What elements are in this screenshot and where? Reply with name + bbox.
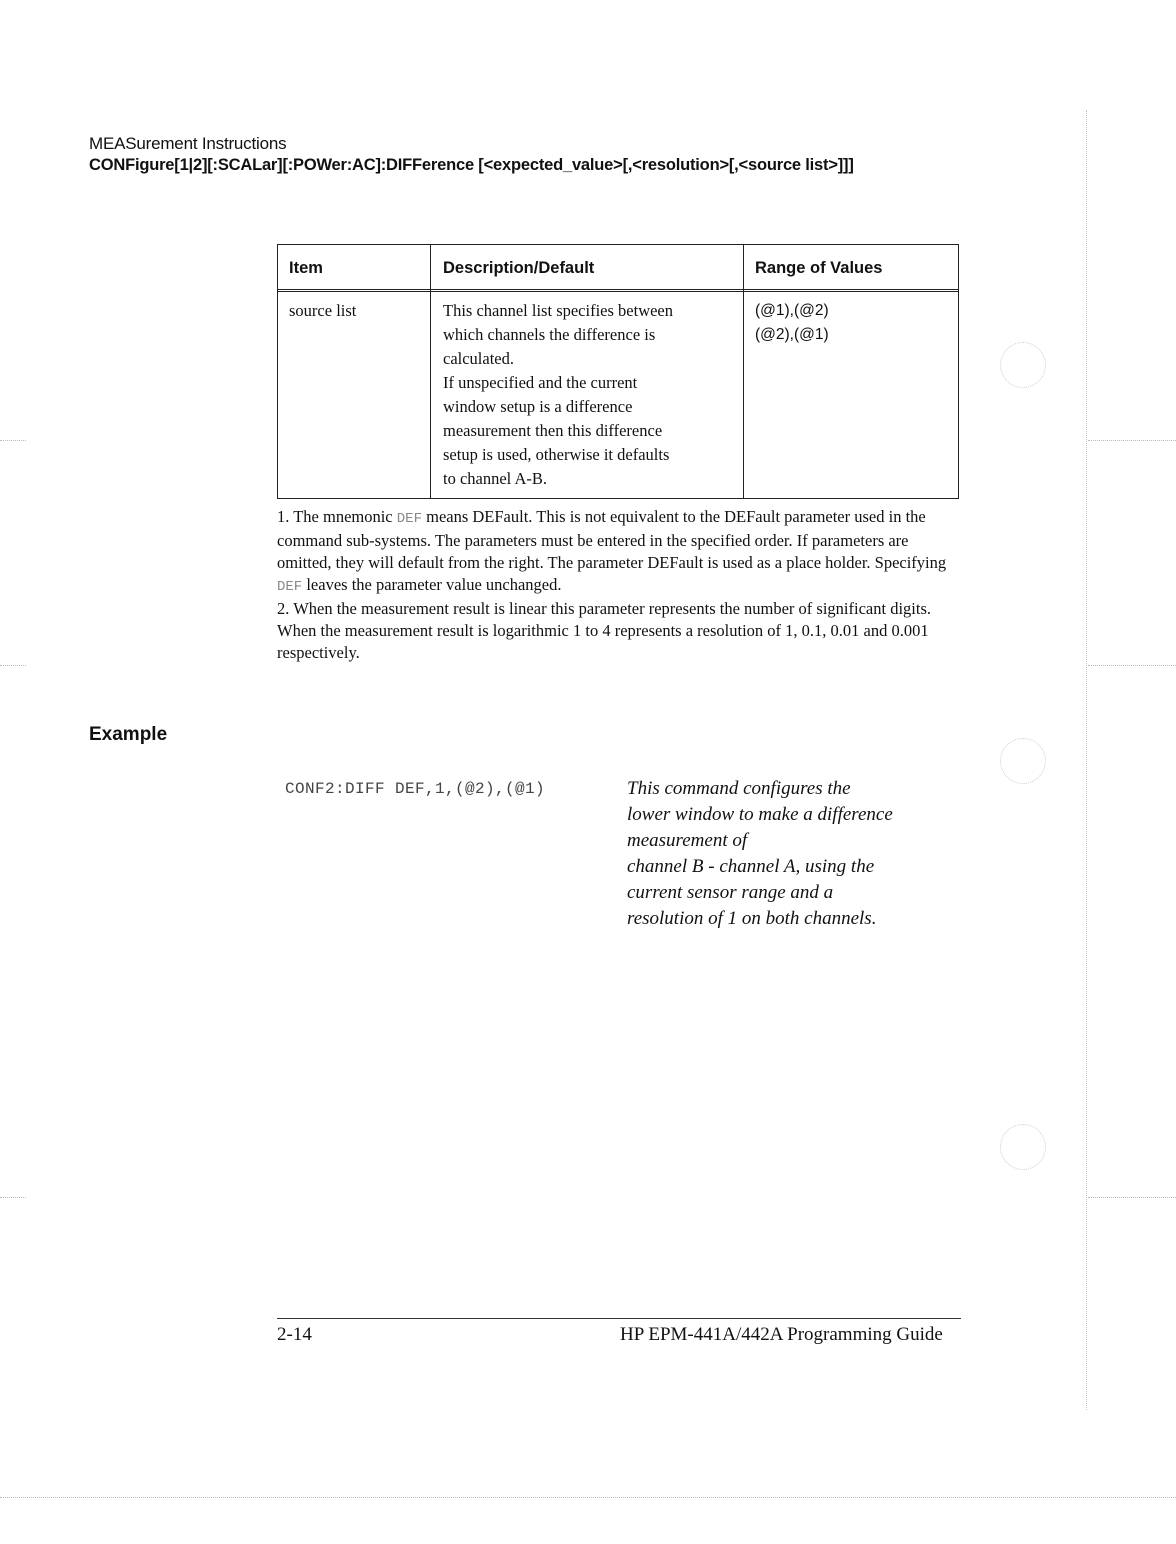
guide-title: HP EPM-441A/442A Programming Guide xyxy=(620,1324,943,1345)
description-line: This channel list specifies between xyxy=(443,301,674,320)
example-description-line: resolution of 1 on both channels. xyxy=(627,908,877,929)
description-line: to channel A-B. xyxy=(443,469,548,488)
footnotes xyxy=(277,506,967,664)
example-heading: Example xyxy=(89,724,168,745)
page-number: 2-14 xyxy=(277,1324,312,1345)
header-divider xyxy=(278,289,958,292)
example-description-line: channel B - channel A, using the xyxy=(627,856,875,877)
def-mnemonic: DEF xyxy=(396,511,422,527)
cell-item: source list xyxy=(289,301,357,320)
description-line: measurement then this difference xyxy=(443,421,663,440)
punch-hole-mark xyxy=(1000,1124,1046,1170)
description-line: If unspecified and the current xyxy=(443,373,638,392)
footer-rule xyxy=(277,1318,961,1319)
cell-description xyxy=(443,299,739,491)
def-mnemonic: DEF xyxy=(277,579,303,595)
footnote-2: 2. When the measurement result is linear this parameter represents the number of significant digits. When the measurement result is logarithmic 1 to 4 represents a resolution of 1, 0.1, 0.01 and 0.001 respectively. xyxy=(277,599,931,662)
footnote-text: means DEFault. This is not equivalent to the DEFault parameter used in the command sub-systems. The parameters must be entered in the specified order. If parameters are omitted, they will default from the right. The parameter DEFault is used as a place holder. Specifying xyxy=(277,507,947,572)
scan-dot-line xyxy=(1088,1197,1176,1198)
scan-dot-line xyxy=(0,1197,26,1198)
column-divider xyxy=(743,245,744,498)
column-header-description: Description/Default xyxy=(443,259,595,277)
parameter-table xyxy=(277,244,959,499)
footnote-text: 1. The mnemonic xyxy=(277,507,397,526)
description-line: which channels the difference is xyxy=(443,325,656,344)
scan-dot-line xyxy=(0,665,26,666)
example-description-line: current sensor range and a xyxy=(627,882,834,903)
example-command-code: CONF2:DIFF DEF,1,(@2),(@1) xyxy=(285,780,546,798)
range-line: (@2),(@1) xyxy=(755,326,829,343)
description-line: calculated. xyxy=(443,349,514,368)
column-header-range: Range of Values xyxy=(755,259,883,277)
cell-range xyxy=(755,299,829,347)
footnote-text: leaves the parameter value unchanged. xyxy=(302,575,562,594)
punch-hole-mark xyxy=(1000,342,1046,388)
scan-dot-line xyxy=(1088,665,1176,666)
scan-edge-line xyxy=(1086,110,1087,1410)
description-line: window setup is a difference xyxy=(443,397,633,416)
example-description-line: This command configures the xyxy=(627,778,851,799)
scan-dot-line xyxy=(1088,440,1176,441)
section-heading: MEASurement Instructions xyxy=(89,134,287,153)
example-description-line: measurement of xyxy=(627,830,748,851)
range-line: (@1),(@2) xyxy=(755,302,829,319)
command-syntax-title: CONFigure[1|2][:SCALar][:POWer:AC]:DIFFerence [<expected_value>[,<resolution>[,<source list>]]] xyxy=(89,156,854,174)
scan-dot-line xyxy=(0,1497,1176,1498)
scan-dot-line xyxy=(0,440,26,441)
example-description-line: lower window to make a difference xyxy=(627,804,893,825)
description-line: setup is used, otherwise it defaults xyxy=(443,445,670,464)
footnote-1 xyxy=(277,506,967,598)
column-header-item: Item xyxy=(289,259,323,277)
column-divider xyxy=(430,245,431,498)
punch-hole-mark xyxy=(1000,738,1046,784)
example-description xyxy=(627,776,957,932)
